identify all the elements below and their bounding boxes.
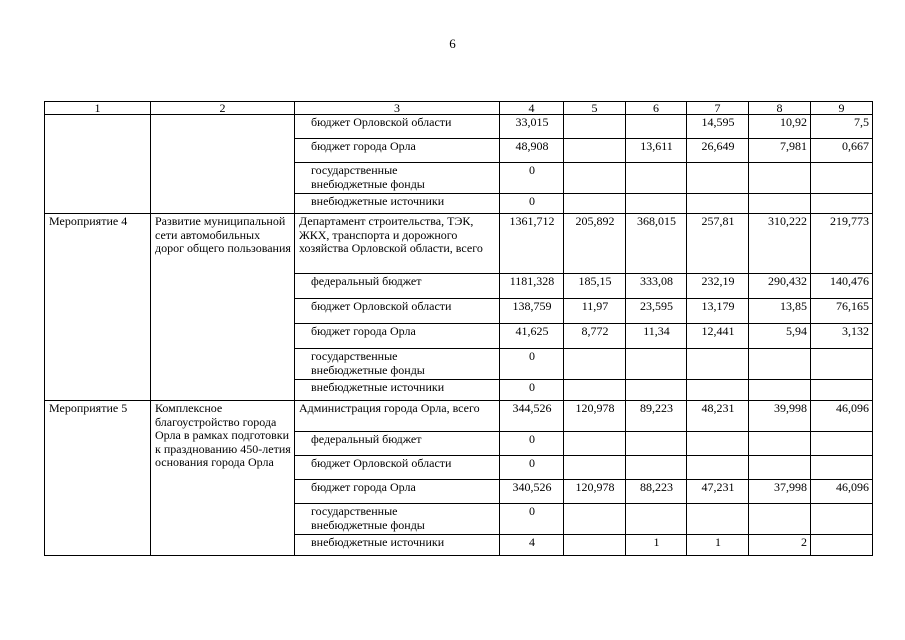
value-cell: 368,015 — [626, 214, 687, 274]
value-cell: 14,595 — [687, 115, 749, 139]
value-cell: 2 — [749, 535, 811, 556]
value-cell — [564, 139, 626, 163]
source-cell: внебюджетные источники — [295, 194, 500, 214]
source-cell: внебюджетные источники — [295, 535, 500, 556]
value-cell — [687, 504, 749, 535]
value-cell — [749, 349, 811, 380]
value-cell: 11,34 — [626, 324, 687, 349]
value-cell — [626, 115, 687, 139]
value-cell: 0 — [500, 194, 564, 214]
header-cell: 6 — [626, 102, 687, 115]
value-cell: 41,625 — [500, 324, 564, 349]
measure-description: Развитие муниципальной сети автомобильных дорог общего пользования — [151, 214, 295, 401]
value-cell — [564, 194, 626, 214]
value-cell — [687, 380, 749, 401]
source-text: государственные внебюджетные фонды — [311, 163, 425, 191]
value-cell: 257,81 — [687, 214, 749, 274]
value-cell: 47,231 — [687, 480, 749, 504]
source-cell: федеральный бюджет — [295, 274, 500, 299]
source-text: государственные внебюджетные фонды — [311, 504, 425, 532]
source-cell: бюджет города Орла — [295, 480, 500, 504]
value-cell: 205,892 — [564, 214, 626, 274]
value-cell: 89,223 — [626, 401, 687, 432]
value-cell: 1181,328 — [500, 274, 564, 299]
value-cell: 0 — [500, 349, 564, 380]
value-cell — [687, 349, 749, 380]
header-cell: 3 — [295, 102, 500, 115]
value-cell: 0,667 — [811, 139, 873, 163]
value-cell: 3,132 — [811, 324, 873, 349]
value-cell: 13,179 — [687, 299, 749, 324]
value-cell: 140,476 — [811, 274, 873, 299]
header-cell: 2 — [151, 102, 295, 115]
value-cell — [626, 432, 687, 456]
value-cell — [564, 432, 626, 456]
value-cell: 120,978 — [564, 480, 626, 504]
value-cell — [626, 349, 687, 380]
value-cell: 8,772 — [564, 324, 626, 349]
measure-cell-empty — [45, 115, 151, 214]
value-cell — [811, 380, 873, 401]
value-cell: 0 — [500, 504, 564, 535]
value-cell — [626, 504, 687, 535]
source-cell — [295, 504, 500, 535]
value-cell: 48,231 — [687, 401, 749, 432]
value-cell: 333,08 — [626, 274, 687, 299]
header-cell: 1 — [45, 102, 151, 115]
value-cell: 0 — [500, 432, 564, 456]
value-cell — [687, 432, 749, 456]
header-row — [45, 102, 873, 115]
value-cell: 7,981 — [749, 139, 811, 163]
value-cell: 290,432 — [749, 274, 811, 299]
value-cell: 88,223 — [626, 480, 687, 504]
value-cell: 76,165 — [811, 299, 873, 324]
value-cell — [811, 504, 873, 535]
value-cell — [564, 535, 626, 556]
value-cell: 5,94 — [749, 324, 811, 349]
value-cell — [811, 535, 873, 556]
value-cell — [811, 432, 873, 456]
value-cell — [564, 380, 626, 401]
table-row — [45, 115, 873, 139]
value-cell — [626, 194, 687, 214]
source-cell — [295, 349, 500, 380]
value-cell: 23,595 — [626, 299, 687, 324]
value-cell — [749, 194, 811, 214]
value-cell: 33,015 — [500, 115, 564, 139]
source-cell: федеральный бюджет — [295, 432, 500, 456]
value-cell: 1361,712 — [500, 214, 564, 274]
value-cell: 1 — [687, 535, 749, 556]
value-cell: 13,85 — [749, 299, 811, 324]
source-cell: бюджет города Орла — [295, 324, 500, 349]
value-cell: 7,5 — [811, 115, 873, 139]
source-cell: бюджет Орловской области — [295, 299, 500, 324]
source-cell: бюджет города Орла — [295, 139, 500, 163]
value-cell — [564, 349, 626, 380]
source-text: государственные внебюджетные фонды — [311, 349, 425, 377]
value-cell — [811, 194, 873, 214]
value-cell — [749, 380, 811, 401]
value-cell — [749, 163, 811, 194]
value-cell: 10,92 — [749, 115, 811, 139]
value-cell: 0 — [500, 163, 564, 194]
value-cell — [749, 504, 811, 535]
value-cell: 120,978 — [564, 401, 626, 432]
source-cell: бюджет Орловской области — [295, 115, 500, 139]
description-cell-empty — [151, 115, 295, 214]
value-cell — [687, 194, 749, 214]
value-cell — [687, 163, 749, 194]
value-cell: 0 — [500, 456, 564, 480]
value-cell: 11,97 — [564, 299, 626, 324]
source-cell: внебюджетные источники — [295, 380, 500, 401]
header-cell: 5 — [564, 102, 626, 115]
value-cell: 13,611 — [626, 139, 687, 163]
value-cell — [564, 115, 626, 139]
value-cell: 46,096 — [811, 480, 873, 504]
table-row — [45, 401, 873, 432]
header-cell: 4 — [500, 102, 564, 115]
table-row — [45, 214, 873, 274]
value-cell: 310,222 — [749, 214, 811, 274]
value-cell: 232,19 — [687, 274, 749, 299]
value-cell — [749, 456, 811, 480]
value-cell: 37,998 — [749, 480, 811, 504]
measure-description: Комплексное благоустройство города Орла в рамках подготовки к празднованию 450-летия основания города Орла — [151, 401, 295, 556]
header-cell: 9 — [811, 102, 873, 115]
source-cell: бюджет Орловской области — [295, 456, 500, 480]
value-cell: 219,773 — [811, 214, 873, 274]
source-cell: Департамент строительства, ТЭК, ЖКХ, транспорта и дорожного хозяйства Орловской области, всего — [295, 214, 500, 274]
value-cell — [564, 163, 626, 194]
value-cell: 0 — [500, 380, 564, 401]
value-cell — [626, 380, 687, 401]
value-cell — [811, 163, 873, 194]
value-cell: 48,908 — [500, 139, 564, 163]
page-number: 6 — [449, 36, 456, 51]
value-cell — [687, 456, 749, 480]
measure-name: Мероприятие 4 — [45, 214, 151, 401]
header-cell: 8 — [749, 102, 811, 115]
source-cell: Администрация города Орла, всего — [295, 401, 500, 432]
value-cell — [811, 456, 873, 480]
value-cell: 26,649 — [687, 139, 749, 163]
value-cell — [811, 349, 873, 380]
value-cell — [564, 456, 626, 480]
value-cell: 1 — [626, 535, 687, 556]
source-cell — [295, 163, 500, 194]
value-cell: 185,15 — [564, 274, 626, 299]
budget-table — [44, 101, 873, 556]
value-cell: 46,096 — [811, 401, 873, 432]
value-cell: 12,441 — [687, 324, 749, 349]
value-cell — [626, 163, 687, 194]
value-cell — [564, 504, 626, 535]
value-cell: 138,759 — [500, 299, 564, 324]
value-cell: 4 — [500, 535, 564, 556]
value-cell — [626, 456, 687, 480]
value-cell — [749, 432, 811, 456]
value-cell: 39,998 — [749, 401, 811, 432]
value-cell: 340,526 — [500, 480, 564, 504]
header-cell: 7 — [687, 102, 749, 115]
measure-name: Мероприятие 5 — [45, 401, 151, 556]
value-cell: 344,526 — [500, 401, 564, 432]
